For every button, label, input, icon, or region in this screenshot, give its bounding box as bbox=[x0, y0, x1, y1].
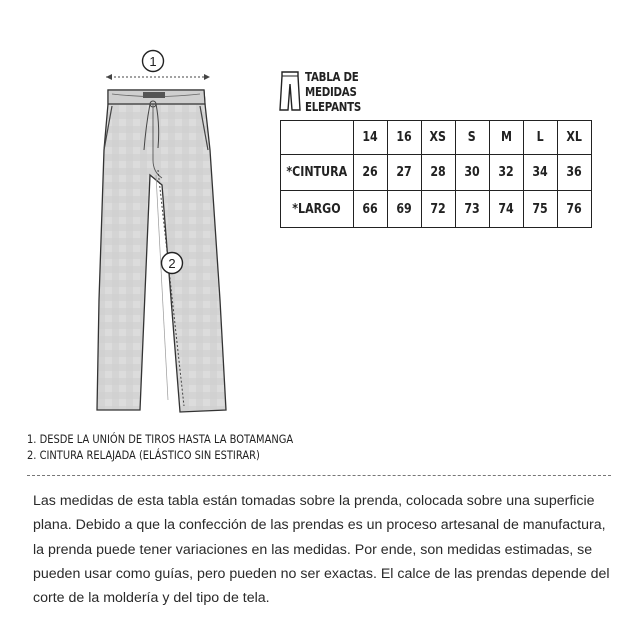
value-cell: 28 bbox=[421, 155, 455, 191]
size-header-cell: M bbox=[489, 121, 523, 155]
size-header-cell: 16 bbox=[387, 121, 421, 155]
note-1: 1. DESDE LA UNIÓN DE TIROS HASTA LA BOTAMANGA bbox=[27, 432, 294, 446]
size-table bbox=[280, 120, 592, 228]
note-2: 2. CINTURA RELAJADA (ELÁSTICO SIN ESTIRAR) bbox=[27, 448, 260, 462]
pants-illustration bbox=[0, 0, 270, 420]
size-header-cell: L bbox=[523, 121, 557, 155]
size-header-cell: XL bbox=[557, 121, 591, 155]
value-cell: 34 bbox=[523, 155, 557, 191]
pants-body bbox=[97, 90, 226, 412]
value-cell: 74 bbox=[489, 191, 523, 228]
table-title-line: MEDIDAS bbox=[305, 84, 357, 99]
table-row-largo bbox=[281, 191, 592, 228]
pants-outline-icon bbox=[278, 70, 302, 114]
table-row-cintura bbox=[281, 155, 592, 191]
value-cell: 66 bbox=[353, 191, 387, 228]
size-header-cell: XS bbox=[421, 121, 455, 155]
dashed-divider bbox=[27, 475, 611, 476]
description-paragraph: Las medidas de esta tabla están tomadas sobre la prenda, colocada sobre una superficie plana. Debido a que la confección de las prendas es un proceso artesanal de manufactura, la prenda puede tener variaciones en las medidas. Por ende, son medidas estimadas, se pueden usar como guías, pero pueden no ser exactas. El calce de las prendas depende del corte de la moldería y del tipo de tela. bbox=[33, 493, 610, 607]
value-cell: 72 bbox=[421, 191, 455, 228]
measurement-notes bbox=[27, 431, 293, 463]
row-label-cell: *LARGO bbox=[281, 191, 354, 228]
waist-measure bbox=[106, 51, 210, 81]
table-header-row bbox=[281, 121, 592, 155]
value-cell: 26 bbox=[353, 155, 387, 191]
table-title bbox=[305, 69, 361, 114]
row-label-cell: *CINTURA bbox=[281, 155, 354, 191]
size-header-cell: S bbox=[455, 121, 489, 155]
value-cell: 76 bbox=[557, 191, 591, 228]
value-cell: 27 bbox=[387, 155, 421, 191]
value-cell: 73 bbox=[455, 191, 489, 228]
value-cell: 75 bbox=[523, 191, 557, 228]
table-title-line: ELEPANTS bbox=[305, 99, 362, 114]
value-cell: 32 bbox=[489, 155, 523, 191]
table-corner-cell bbox=[281, 121, 354, 155]
table-title-line: TABLA DE bbox=[305, 69, 359, 84]
value-cell: 69 bbox=[387, 191, 421, 228]
callout-1-label: 2 bbox=[168, 256, 176, 271]
value-cell: 30 bbox=[455, 155, 489, 191]
value-cell: 36 bbox=[557, 155, 591, 191]
size-header-cell: 14 bbox=[353, 121, 387, 155]
callout-2-label: 1 bbox=[149, 54, 157, 69]
